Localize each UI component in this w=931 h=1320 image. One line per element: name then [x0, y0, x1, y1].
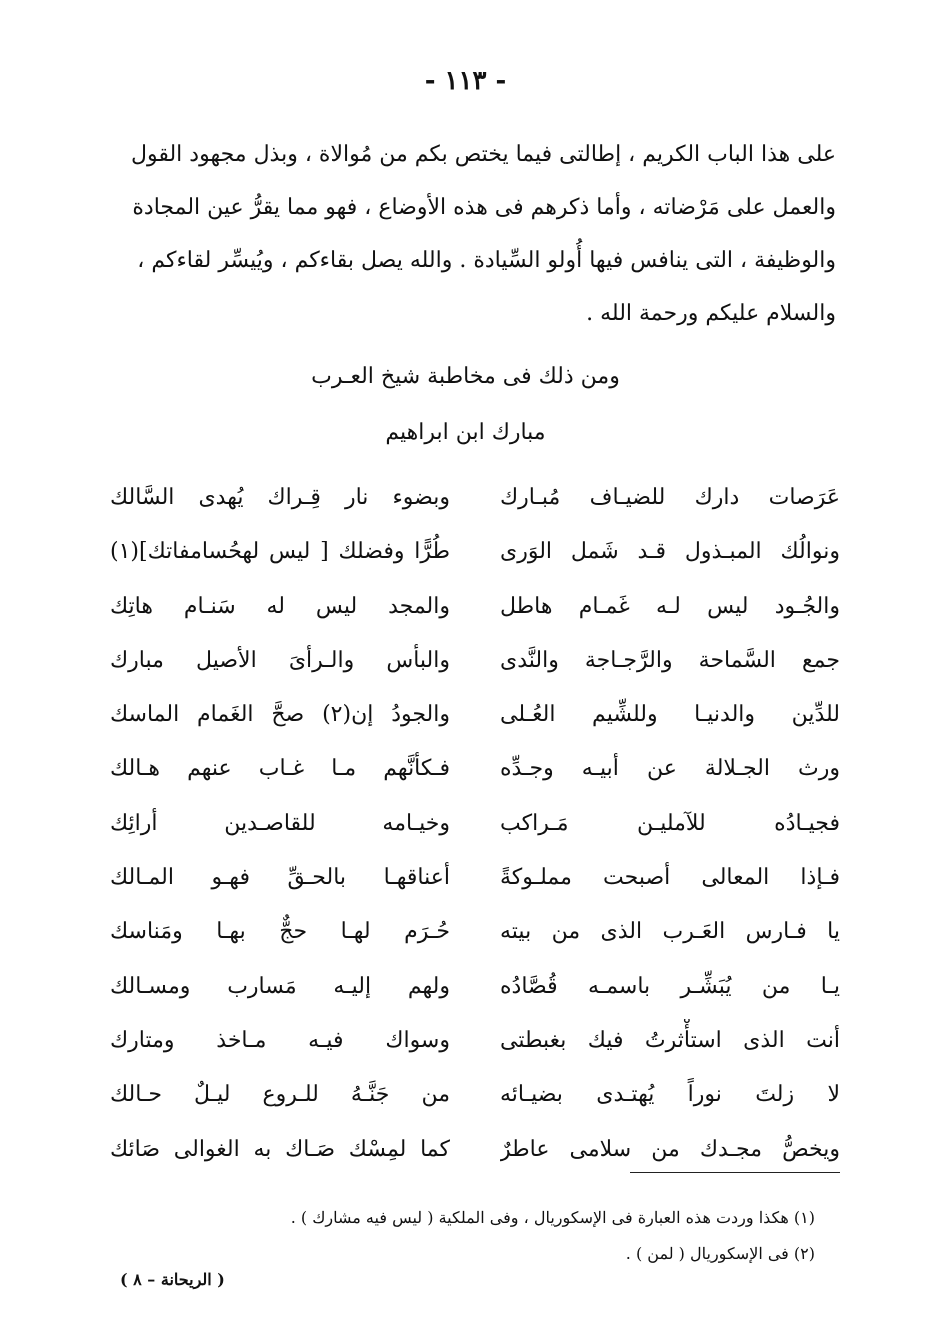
verse-second-half: والجودُ إن(٢) صحَّ الغَمام الماسك [110, 702, 450, 728]
verse [110, 639, 840, 693]
verse-second-half: ولهم إليـه مَسارب ومسـالك [110, 973, 450, 999]
verse [110, 1073, 840, 1127]
prose-paragraph [108, 128, 836, 340]
prose-line: والعمل على مَرْضاته ، وأما ذكرهم فى هذه الأوضاع ، فهو مما يقرُّ عين المجادة [132, 195, 836, 220]
verse-second-half: طُرًّا وفضلك [ ليس لهحُسامفاتك](١) [110, 539, 450, 565]
verse-second-half: أعناقهـا بالحـقِّ فهـو المـالك [110, 865, 450, 891]
page-number: - ١١٣ - [424, 66, 507, 96]
verse-first-half: ونوالُك المبـذول قـد شَمل الوَرى [500, 539, 840, 565]
prose-line: والسلام عليكم ورحمة الله . [586, 301, 836, 326]
verse [110, 1019, 840, 1073]
verse-second-half: والمجد ليس له سَنـام هاتِك [110, 593, 450, 619]
verse-first-half: أنت الذى استأْثرتُ فيك بغبطتى [500, 1027, 840, 1053]
verse-second-half: وخيـامه للقاصـدين أرائِك [110, 810, 450, 836]
verse-first-half: فـإذا المعالى أصبحت مملـوكةً [500, 865, 840, 891]
verse [110, 1128, 840, 1182]
prose-line: والوظيفة ، التى ينافس فيها أُولو السِّيادة . والله يصل بقاءكم ، ويُيسِّر لقاءكم ، [137, 248, 836, 273]
poem [110, 476, 840, 1182]
verse-second-half: فـكأنَّهم مـا غـاب عنهم هـالك [110, 756, 450, 782]
verse [110, 965, 840, 1019]
verse [110, 747, 840, 801]
verse [110, 530, 840, 584]
verse-first-half: جمع السَّماحة والرَّجـاجة والنَّدى [500, 647, 840, 673]
verse-first-half: للدِّين والدنيـا وللشِّيم العُـلى [500, 702, 840, 728]
poem-subheading: مبارك ابن ابراهيم [385, 420, 546, 445]
verse [110, 856, 840, 910]
verse-first-half: لا زلتَ نوراً يُهتـدى بضيـائه [500, 1082, 840, 1108]
verse-first-half: فجيـادُه للآمليـن مَـراكب [500, 810, 840, 836]
verse-second-half: حُـرَم لهـا حجٌّ بهـا ومَناسك [110, 919, 450, 945]
verse-first-half: ورث الجـلالة عن أبيـه وجـدِّه [500, 756, 840, 782]
verse-first-half: والجُـود ليس لـه غَمـام هاطل [500, 593, 840, 619]
footnote-divider [630, 1172, 840, 1173]
verse [110, 585, 840, 639]
prose-line: على هذا الباب الكريم ، إطالتى فيما يختص بكم من مُوالاة ، وبذل مجهود القول [131, 142, 836, 167]
signature-mark: ( الريحانة – ٨ ) [120, 1270, 225, 1289]
verse-first-half: ويخصُّ مجـدك من سلامى عاطرٌ [500, 1136, 840, 1162]
verse-first-half: عَرَصات دارك للضيـاف مُبـارك [500, 485, 840, 510]
poem-heading: ومن ذلك فى مخاطبة شيخ العـرب [311, 364, 620, 389]
verse [110, 476, 840, 530]
footnote: (١) هكذا وردت هذه العبارة فى الإسكوريال ، وفى الملكية ( ليس فيه مشارك ) . [290, 1208, 815, 1227]
verse-second-half: من جَنَّـهُ للـروع ليـلٌ حـالك [110, 1082, 450, 1108]
verse-first-half: يا فـارس العَـرب الذى من بيته [500, 919, 840, 945]
verse-second-half: كما لمِسْك صَـاك به الغوالى صَائك [110, 1136, 450, 1162]
verse-second-half: وبضوء نار قِـراك يُهدى السَّالك [110, 485, 450, 510]
verse-second-half: والبأس والـرأىَ الأصيل مبارك [110, 647, 450, 673]
verse [110, 802, 840, 856]
verse [110, 910, 840, 964]
verse-second-half: وسواك فيـه مـاخذ ومتارك [110, 1027, 450, 1053]
verse-first-half: يـا من يُبَشِّـر باسمـه قُصَّادُه [500, 973, 840, 999]
footnotes [200, 1200, 815, 1272]
footnote: (٢) فى الإسكوريال ( لمن ) . [625, 1244, 815, 1263]
verse [110, 693, 840, 747]
